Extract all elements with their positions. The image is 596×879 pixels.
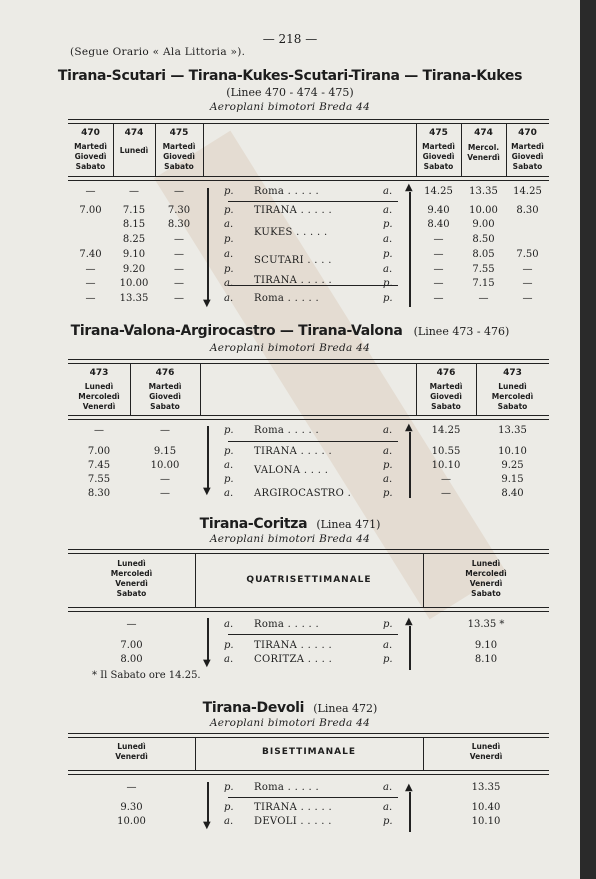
s2-right-time: 10.10: [431, 460, 461, 471]
s2-left-time: 7.55: [87, 474, 111, 485]
s1-left-time: 9.10: [122, 248, 146, 260]
s1-right-time: 9.40: [427, 204, 450, 216]
s1-right-time: 13.35: [469, 186, 498, 197]
section1-top-rule: [68, 119, 549, 124]
s1-left-time: —: [129, 186, 139, 197]
s1-left-time: —: [174, 278, 184, 290]
s2-station: TIRANA . . . . .: [254, 446, 332, 457]
s2-right-marker: a.: [383, 446, 393, 457]
s3-station: TIRANA . . . . .: [254, 640, 332, 651]
s2-left-time: 10.00: [150, 460, 180, 471]
s1-left-time: —: [174, 248, 184, 260]
s2-head-476-left: 476 Martedì Giovedì Sabato: [148, 368, 182, 411]
s2-down-arrow: [207, 426, 209, 490]
s2-left-time: 9.15: [153, 446, 177, 457]
s1-up-arrowhead: ▲: [405, 182, 413, 193]
s1-left-time: —: [85, 278, 96, 290]
s3-left-marker: a.: [224, 654, 234, 665]
s4-right-marker: a.: [383, 802, 393, 813]
s4-down-arrow: [207, 782, 209, 825]
s1-up-arrow: [409, 192, 411, 307]
s1-right-time: 8.05: [472, 248, 495, 260]
s3-up-arrowhead: ▲: [405, 616, 413, 627]
s1-station: SCUTARI . . . .: [254, 255, 332, 266]
s1-station: Roma . . . . .: [254, 186, 319, 197]
s1-left-marker: a.: [224, 293, 234, 304]
s1-left-time: —: [85, 263, 96, 275]
s1-left-time: —: [174, 293, 184, 304]
s1-left-marker: a.: [224, 248, 234, 260]
s3-right-marker: p.: [383, 654, 393, 665]
s2-left-time: —: [160, 474, 170, 485]
section2-aircraft: Aeroplani bimotori Breda 44: [209, 342, 371, 354]
page-number: — 218 —: [262, 32, 318, 46]
s1-left-marker: p.: [224, 204, 234, 216]
section1-header-rule: [68, 176, 549, 181]
s2-right-time: 8.40: [501, 488, 524, 499]
s1-right-time: 14.25: [513, 186, 542, 197]
s4-left-marker: p.: [224, 802, 234, 813]
s2-station: Roma . . . . .: [254, 425, 319, 436]
s1-right-time: 14.25: [424, 186, 453, 197]
s4-left-time: 9.30: [120, 802, 143, 813]
s2-right-time: 9.25: [501, 460, 524, 471]
s1-left-marker: a.: [224, 219, 234, 231]
s2-right-time: —: [441, 488, 451, 499]
s1-left-time: 9.20: [122, 263, 146, 275]
s1-left-marker: p.: [224, 263, 234, 275]
s4-right-time: 13.35: [471, 782, 501, 793]
s1-right-time: —: [433, 293, 444, 304]
s1-right-time: —: [433, 263, 444, 275]
s2-station: VALONA . . . .: [254, 465, 329, 476]
s4-left-marker: p.: [224, 782, 234, 793]
s1-down-arrow: [207, 188, 209, 303]
section3-lines: (Linea 471): [316, 518, 381, 531]
s1-right-time: —: [522, 278, 533, 290]
s2-left-time: 7.00: [87, 446, 111, 457]
s3-up-arrow: [409, 626, 411, 670]
s2-right-marker: p.: [383, 460, 393, 471]
s2-up-arrow: [409, 432, 411, 498]
s3-right-time: 13.35 *: [467, 619, 505, 630]
s1-right-time: —: [478, 293, 489, 304]
s2-head-476-right: 476 Martedì Giovedì Sabato: [429, 368, 463, 411]
s4-head-right: Lunedì Venerdì: [469, 742, 503, 761]
s2-right-time: —: [441, 474, 451, 485]
s1-left-marker: p.: [224, 234, 234, 246]
s1-station: Roma . . . . .: [254, 293, 319, 304]
s1-left-time: 7.30: [167, 204, 191, 216]
s4-station: TIRANA . . . . .: [254, 802, 332, 813]
s3-station: CORITZA . . . .: [254, 654, 333, 665]
s1-head-474-right: 474 Mercol. Venerdì: [467, 128, 500, 162]
s1-left-time: —: [174, 186, 184, 197]
s1-right-marker: a.: [383, 186, 393, 197]
s2-right-time: 10.10: [498, 446, 527, 457]
s2-left-marker: p.: [224, 425, 234, 436]
section3-title: Tirana-Coritza: [199, 516, 308, 532]
s1-station: KUKES . . . . .: [254, 227, 328, 238]
s1-left-marker: a.: [224, 278, 234, 290]
section4-aircraft: Aeroplani bimotori Breda 44: [209, 717, 371, 729]
s1-left-time: —: [85, 186, 96, 197]
s1-right-time: 7.15: [472, 278, 495, 290]
s4-left-time: 10.00: [117, 816, 146, 827]
s2-left-time: —: [94, 425, 104, 436]
s1-right-marker: p.: [383, 278, 393, 290]
s2-left-marker: p.: [224, 446, 234, 457]
s2-down-arrowhead: ▼: [203, 486, 211, 497]
s2-head-473-right: 473 Lunedì Mercoledì Sabato: [491, 368, 534, 411]
s1-right-time: 9.00: [472, 219, 495, 231]
s2-right-marker: a.: [383, 474, 393, 485]
s1-right-time: 8.30: [516, 204, 539, 216]
s3-footnote: * Il Sabato ore 14.25.: [92, 670, 201, 681]
s4-station: Roma . . . . .: [254, 782, 319, 793]
s4-right-marker: a.: [383, 782, 393, 793]
s3-right-time: 9.10: [474, 640, 498, 651]
s1-right-marker: p.: [383, 219, 393, 231]
s4-down-arrowhead: ▼: [203, 820, 211, 831]
section1-aircraft: Aeroplani bimotori Breda 44: [209, 101, 371, 113]
s2-left-time: 8.30: [87, 488, 111, 499]
s3-down-arrow: [207, 618, 209, 663]
continuation-note: (Segue Orario « Ala Littoria »).: [70, 46, 246, 58]
s1-right-time: —: [433, 248, 444, 260]
section3-top-rule: [68, 549, 549, 554]
s2-right-time: 9.15: [501, 474, 524, 485]
s1-left-time: 13.35: [119, 293, 149, 304]
s2-up-arrowhead: ▲: [405, 422, 413, 433]
s3-left-marker: p.: [224, 640, 234, 651]
s2-right-time: 10.55: [431, 446, 461, 457]
section2-lines: (Linee 473 - 476): [413, 325, 510, 338]
section1-lines: (Linee 470 - 474 - 475): [226, 86, 354, 99]
section1-title: Tirana-Scutari — Tirana-Kukes-Scutari-Tirana — Tirana-Kukes: [57, 68, 523, 84]
s1-right-time: 7.50: [516, 248, 539, 260]
s4-head-left: Lunedì Venerdì: [115, 742, 148, 761]
s1-left-time: 8.15: [122, 219, 146, 231]
s2-right-time: 13.35: [498, 425, 527, 436]
s1-right-time: —: [433, 278, 444, 290]
s4-left-marker: a.: [224, 816, 234, 827]
s3-left-time: —: [126, 619, 137, 630]
section2-header-rule: [68, 415, 549, 420]
s1-station: TIRANA . . . . .: [254, 205, 332, 216]
s1-left-time: 10.00: [119, 278, 149, 290]
s2-left-time: —: [160, 425, 170, 436]
s1-right-time: 7.55: [472, 263, 495, 275]
s1-right-time: —: [522, 293, 533, 304]
s2-left-marker: a.: [224, 460, 234, 471]
s3-head-frequency: QUATRISETTIMANALE: [246, 575, 372, 585]
s4-right-marker: p.: [383, 816, 393, 827]
section4-lines: (Linea 472): [313, 702, 378, 715]
s2-right-marker: p.: [383, 488, 393, 499]
s2-left-time: —: [160, 488, 170, 499]
section3-header-rule: [68, 607, 549, 612]
s2-head-473-left: 473 Lunedì Mercoledì Venerdì: [78, 368, 120, 411]
s1-head-470-left: 470 Martedì Giovedì Sabato: [74, 128, 107, 171]
s1-right-marker: p.: [383, 293, 393, 304]
s3-right-marker: p.: [383, 619, 393, 630]
s4-right-time: 10.10: [471, 816, 501, 827]
s1-left-time: —: [174, 234, 184, 246]
s1-left-time: 7.00: [79, 204, 102, 216]
s4-station: DEVOLI . . . . .: [254, 816, 332, 827]
section4-top-rule: [68, 733, 549, 738]
s1-right-time: 8.50: [472, 234, 495, 246]
s2-left-marker: p.: [224, 474, 234, 485]
s3-right-time: 8.10: [474, 654, 498, 665]
s4-left-time: —: [126, 782, 137, 793]
s2-left-marker: a.: [224, 488, 234, 499]
s1-left-time: 7.15: [122, 204, 146, 216]
page-edge-shadow: [580, 0, 596, 879]
s1-station: TIRANA . . . . .: [254, 275, 332, 286]
s1-left-time: —: [174, 263, 184, 275]
s1-head-474-left: 474 Lunedì: [119, 128, 149, 155]
s3-left-time: 7.00: [120, 640, 143, 651]
s1-left-marker: p.: [224, 186, 234, 197]
s1-left-time: 7.40: [79, 248, 102, 260]
s1-head-475-left: 475 Martedì Giovedì Sabato: [162, 128, 196, 171]
section4-header-rule: [68, 770, 549, 775]
s1-right-time: 8.40: [427, 219, 450, 231]
s1-left-time: 8.25: [122, 234, 146, 246]
s3-right-marker: a.: [383, 640, 393, 651]
s1-head-470-right: 470 Martedì Giovedì Sabato: [511, 128, 544, 171]
s1-right-time: —: [522, 263, 533, 275]
s1-head-475-right: 475 Martedì Giovedì Sabato: [422, 128, 455, 171]
s3-station: Roma . . . . .: [254, 619, 319, 630]
s2-right-marker: a.: [383, 425, 393, 436]
s1-left-time: 8.30: [167, 219, 191, 231]
section4-title: Tirana-Devoli: [202, 700, 305, 716]
s4-up-arrowhead: ▲: [405, 782, 413, 793]
s3-left-time: 8.00: [120, 654, 143, 665]
section2-title: Tirana-Valona-Argirocastro — Tirana-Valona: [70, 323, 403, 339]
s2-right-time: 14.25: [431, 425, 461, 436]
s1-left-time: —: [85, 293, 96, 304]
s1-right-marker: p.: [383, 248, 393, 260]
s3-left-marker: a.: [224, 619, 234, 630]
s3-down-arrowhead: ▼: [203, 658, 211, 669]
s3-head-left: Lunedì Mercoledì Venerdì Sabato: [110, 559, 153, 598]
s4-up-arrow: [409, 792, 411, 832]
section3-aircraft: Aeroplani bimotori Breda 44: [209, 533, 371, 545]
s2-station: ARGIROCASTRO .: [254, 488, 352, 499]
s1-down-arrowhead: ▼: [203, 298, 211, 309]
s4-right-time: 10.40: [471, 802, 501, 813]
s2-left-time: 7.45: [87, 460, 111, 471]
s4-head-frequency: BISETTIMANALE: [262, 747, 356, 757]
s3-head-right: Lunedì Mercoledì Venerdì Sabato: [465, 559, 507, 598]
s1-right-marker: a.: [383, 263, 393, 275]
s1-right-time: —: [433, 234, 444, 246]
s1-right-marker: a.: [383, 204, 393, 216]
s1-right-time: 10.00: [469, 204, 498, 216]
s1-right-marker: a.: [383, 234, 393, 246]
